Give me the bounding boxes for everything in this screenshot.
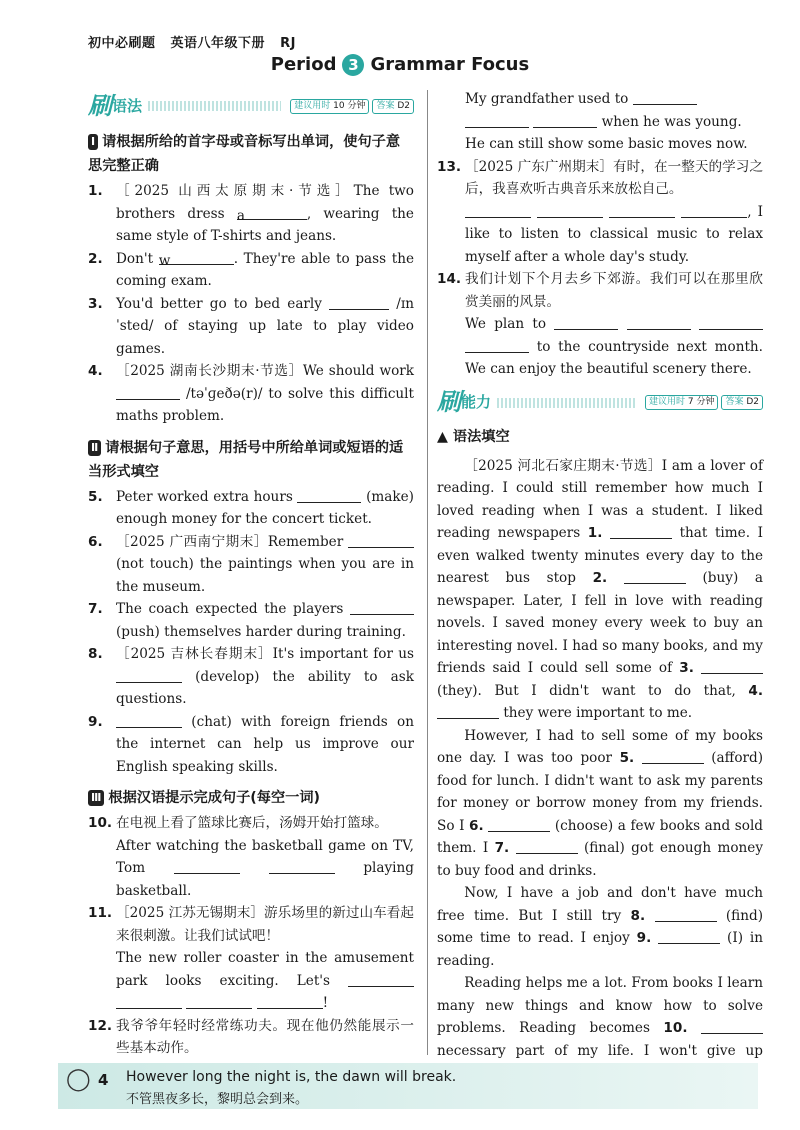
page-header	[88, 32, 306, 51]
answer-blank[interactable]	[465, 203, 531, 218]
left-column	[88, 88, 414, 1060]
answer-blank[interactable]	[465, 338, 529, 353]
page-number: 4	[98, 1071, 109, 1089]
cloze-paragraph-4: Reading helps me a lot. From books I learn many new things and know how to solve problems. Reading becomes 10. necessary part of my life. I won't give up	[437, 975, 763, 1059]
answer-blank[interactable]	[269, 859, 335, 874]
answer-blank[interactable]	[465, 113, 529, 128]
answer-blank[interactable]: w	[159, 250, 234, 265]
section-bar-ability	[437, 387, 763, 419]
footer-quote-en: However long the night is, the dawn will break.	[126, 1069, 457, 1085]
answer-blank[interactable]	[348, 972, 414, 987]
answer-blank[interactable]: a	[237, 205, 307, 220]
cloze-paragraph-1: ［2025 河北石家庄期末·节选］I am a lover of reading. I could still remember how much I loved reading when I was a student. I liked reading newspapers 1. that time. I even walked twenty minutes every day to the nearest bus stop 2. (buy) a newspaper. Later, I fell in love with reading novels. I saved money every week to buy an interesting novel. I had so many books, and my friends said I could sell some of 3. (they). But I didn't want to do that, 4. they were important to me.	[437, 457, 763, 721]
question-3: 3. You'd better go to bed early /ɪnˈsted/ of staying up late to play video games.	[88, 295, 414, 357]
answer-blank[interactable]	[633, 90, 697, 105]
question-4: 4. ［2025 湖南长沙期末·节选］We should work /təˈɡeðə(r)/ to solve this difficult maths problem.	[88, 363, 414, 424]
brush-icon: 刷	[437, 388, 461, 417]
question-12: 12. 我爷爷年轻时经常练功夫。现在他仍然能展示一些基本动作。	[88, 1017, 414, 1056]
question-2: 2. Don't w . They're able to pass the coming exam.	[88, 250, 415, 289]
answer-blank[interactable]	[610, 524, 672, 539]
part-3-title: Ⅲ 根据汉语提示完成句子(每空一词)	[88, 786, 414, 810]
question-10: 10. 在电视上看了篮球比赛后，汤姆开始打篮球。 After watching the basketball game on TV, Tom playing basketball.	[88, 815, 414, 899]
question-1: 1. ［2025 山西太原期末·节选］The two brothers dress a , wearing the same style of T-shirts and jeans.	[88, 183, 414, 244]
cloze-paragraph-2: However, I had to sell some of my books one day. I was too poor 5. (afford) food for lunch. I didn't want to ask my parents for money or borrow money from my friends. So I 6. (choose) a few books and sold them. I 7. (final) got enough money to buy food and drinks.	[437, 727, 764, 879]
divider	[497, 398, 636, 408]
answer-blank[interactable]	[533, 113, 597, 128]
question-5: 5. Peter worked extra hours (make) enough money for the concert ticket.	[88, 488, 414, 527]
cloze-paragraph-3: Now, I have a job and don't have much free time. But I still try 8. (find) some time to read. I enjoy 9. (I) in reading.	[437, 885, 764, 969]
answer-blank[interactable]	[701, 659, 763, 674]
answer-blank[interactable]	[701, 1019, 763, 1034]
answer-blank[interactable]	[681, 203, 747, 218]
column-divider	[427, 90, 428, 1055]
answer-blank[interactable]	[655, 907, 717, 922]
answer-blank[interactable]	[516, 839, 578, 854]
period-title	[0, 54, 800, 76]
answer-blank[interactable]	[658, 929, 720, 944]
answer-blank[interactable]	[627, 315, 691, 330]
answer-blank[interactable]	[488, 817, 550, 832]
answer-blank[interactable]	[350, 600, 414, 615]
answer-tag: 答案 D2	[372, 99, 414, 114]
answer-blank[interactable]	[537, 203, 603, 218]
section-bar-grammar	[88, 90, 414, 122]
answer-blank[interactable]	[348, 533, 414, 548]
cloze-title: ▲ 语法填空	[437, 428, 510, 445]
answer-blank[interactable]	[554, 315, 618, 330]
part-2-title: Ⅱ 请根据句子意思，用括号中所给单词或短语的适当形式填空	[88, 439, 404, 480]
question-8: 8. ［2025 吉林长春期末］It's important for us (develop) the ability to ask questions.	[88, 646, 414, 707]
time-tag: 建议用时 10 分钟	[290, 99, 369, 114]
edition: RJ	[280, 36, 296, 51]
question-6: 6. ［2025 广西南宁期末］Remember (not touch) the paintings when you are in the museum.	[88, 533, 414, 595]
lightbulb-icon: ◯	[66, 1067, 91, 1092]
subject-name: 英语八年级下册	[170, 36, 266, 51]
period-number: 3	[342, 54, 364, 76]
answer-blank[interactable]	[174, 859, 240, 874]
answer-blank[interactable]	[642, 749, 704, 764]
answer-blank[interactable]	[329, 295, 389, 310]
question-11: 11. ［2025 江苏无锡期末］游乐场里的新过山车看起来很刺激。让我们试试吧！ The new roller coaster in the amusement park looks exciting. Let's !	[88, 905, 414, 1011]
right-column	[437, 88, 763, 1085]
answer-tag: 答案 D2	[721, 395, 763, 410]
answer-blank[interactable]	[116, 385, 180, 400]
brush-icon: 刷	[88, 91, 112, 120]
answer-blank[interactable]	[116, 994, 182, 1009]
question-7: 7. The coach expected the players (push) themselves harder during training.	[88, 598, 414, 643]
answer-blank[interactable]	[437, 704, 499, 719]
footer-banner	[58, 1063, 758, 1109]
question-13: 13. ［2025 广东广州期末］有时，在一整天的学习之后，我喜欢听古典音乐来放松自己。 , I like to listen to classical music to relax myself after a whole day's study.	[437, 158, 763, 265]
question-12-continued: My grandfather used to when he was young. He can still show some basic moves now.	[465, 91, 748, 152]
period-topic: Grammar Focus	[370, 54, 530, 75]
answer-blank[interactable]	[297, 488, 361, 503]
period-word: Period	[270, 54, 337, 75]
divider	[148, 101, 281, 111]
answer-blank[interactable]	[257, 994, 323, 1009]
answer-blank[interactable]	[624, 569, 686, 584]
book-icon: ▲	[437, 428, 448, 445]
time-tag: 建议用时 7 分钟	[645, 395, 718, 410]
section-label: 语法	[112, 96, 143, 115]
series-name: 初中必刷题	[88, 36, 156, 51]
answer-blank[interactable]	[116, 713, 182, 728]
answer-blank[interactable]	[609, 203, 675, 218]
question-14: 14. 我们计划下个月去乡下郊游。我们可以在那里欣赏美丽的风景。 We plan to to the countryside next month. We can enjoy the beautiful scenery there.	[437, 271, 763, 377]
question-9: 9. (chat) with foreign friends on the internet can help us improve our English speaking skills.	[88, 713, 414, 775]
answer-blank[interactable]	[116, 668, 182, 683]
section-label: 能力	[461, 393, 492, 412]
footer-quote-cn: 不管黑夜多长，黎明总会到来。	[126, 1092, 309, 1107]
part-1-title: Ⅰ 请根据所给的首字母或音标写出单词，使句子意思完整正确	[88, 134, 401, 174]
answer-blank[interactable]	[699, 315, 763, 330]
answer-blank[interactable]	[186, 994, 252, 1009]
